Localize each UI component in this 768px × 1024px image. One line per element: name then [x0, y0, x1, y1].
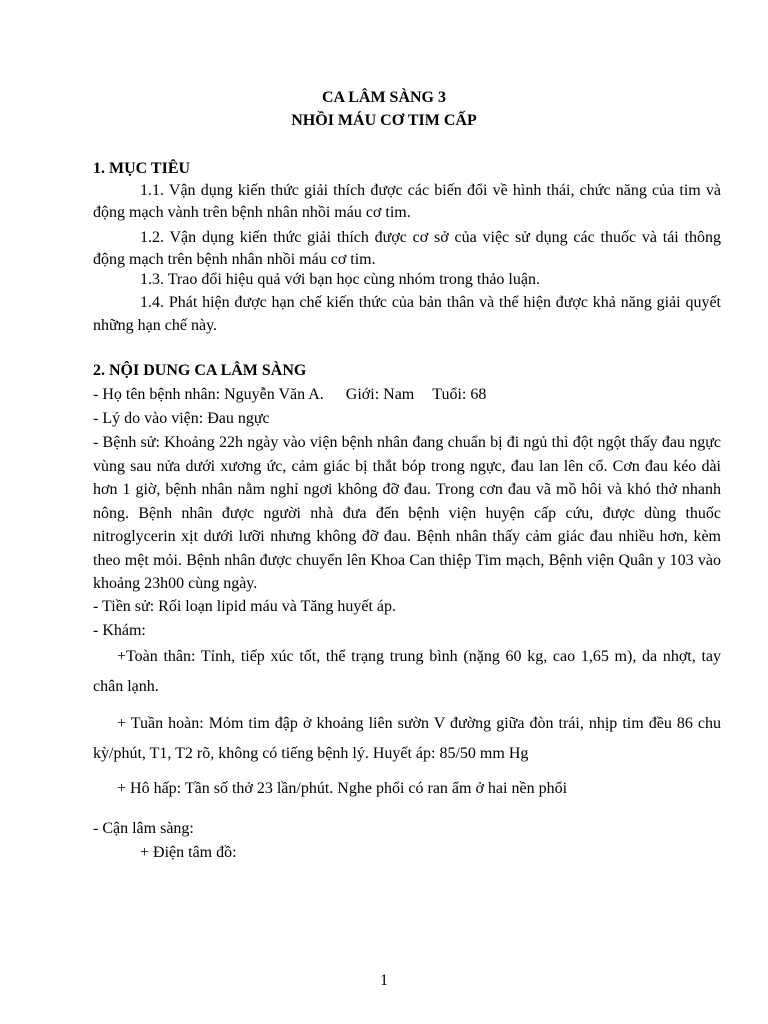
section2-heading: 2. NỘI DUNG CA LÂM SÀNG — [93, 362, 307, 379]
objective-1-4: 1.4. Phát hiện được hạn chế kiến thức của bản thân và thể hiện được khả năng giải quyết những hạn chế này. — [93, 294, 721, 334]
patient-info-line — [93, 383, 721, 407]
title-case-number: CA LÂM SÀNG 3 — [321, 89, 446, 106]
exam-respiratory: + Hô hấp: Tần số thở 23 lần/phút. Nghe phổi có ran ẩm ở hai nền phổi — [117, 780, 568, 797]
exam-label: - Khám: — [93, 622, 146, 639]
objective-1-1: 1.1. Vận dụng kiến thức giải thích được các biến đổi về hình thái, chức năng của tim và động mạch vành trên bệnh nhân nhồi máu cơ tim. — [93, 182, 721, 221]
paraclinical-label: - Cận lâm sàng: — [93, 820, 194, 837]
exam-general: +Toàn thân: Tỉnh, tiếp xúc tốt, thể trạng trung bình (nặng 60 kg, cao 1,65 m), da nhợt, tay chân lạnh. — [93, 648, 721, 695]
ecg-label: + Điện tâm đồ: — [140, 844, 237, 861]
admission-reason: - Lý do vào viện: Đau ngực — [93, 410, 270, 427]
section1-heading: 1. MỤC TIÊU — [93, 160, 191, 177]
title-disease: NHỒI MÁU CƠ TIM CẤP — [291, 112, 477, 129]
objective-1-3: 1.3. Trao đổi hiệu quả với bạn học cùng nhóm trong thảo luận. — [140, 271, 540, 288]
patient-name: - Họ tên bệnh nhân: Nguyễn Văn A. — [93, 386, 324, 403]
page-number: 1 — [380, 972, 388, 989]
medical-history: - Bệnh sử: Khoảng 22h ngày vào viện bệnh nhân đang chuẩn bị đi ngủ thì đột ngột thấy đau ngực vùng sau nửa dưới xương ức, cảm giác bị thắt bóp trong ngực, đau lan lên cổ. Cơn đau kéo dài hơn 1 giờ, bệnh nhân nằm nghỉ ngơi không đỡ đau. Trong cơn đau vã mồ hôi và khó thở nhanh nông. Bệnh nhân được người nhà đưa đến bệnh viện huyện cấp cứu, được dùng thuốc nitroglycerin xịt dưới lưỡi nhưng không đỡ đau. Bệnh nhân thấy cảm giác đau nhiều hơn, kèm theo mệt mỏi. Bệnh nhân được chuyển lên Khoa Can thiệp Tim mạch, Bệnh viện Quân y 103 vào khoảng 23h00 cùng ngày. — [93, 434, 721, 592]
past-history: - Tiền sử: Rối loạn lipid máu và Tăng huyết áp. — [93, 598, 397, 615]
patient-age: Tuổi: 68 — [432, 386, 487, 403]
objective-1-2: 1.2. Vận dụng kiến thức giải thích được cơ sở của việc sử dụng các thuốc và tái thông động mạch trên bệnh nhân nhồi máu cơ tim. — [93, 229, 721, 268]
patient-gender: Giới: Nam — [345, 386, 415, 403]
exam-circulation: + Tuần hoàn: Mỏm tim đập ở khoảng liên sườn V đường giữa đòn trái, nhịp tim đều 86 chu kỳ/phút, T1, T2 rõ, không có tiếng bệnh lý. Huyết áp: 85/50 mm Hg — [93, 715, 721, 762]
